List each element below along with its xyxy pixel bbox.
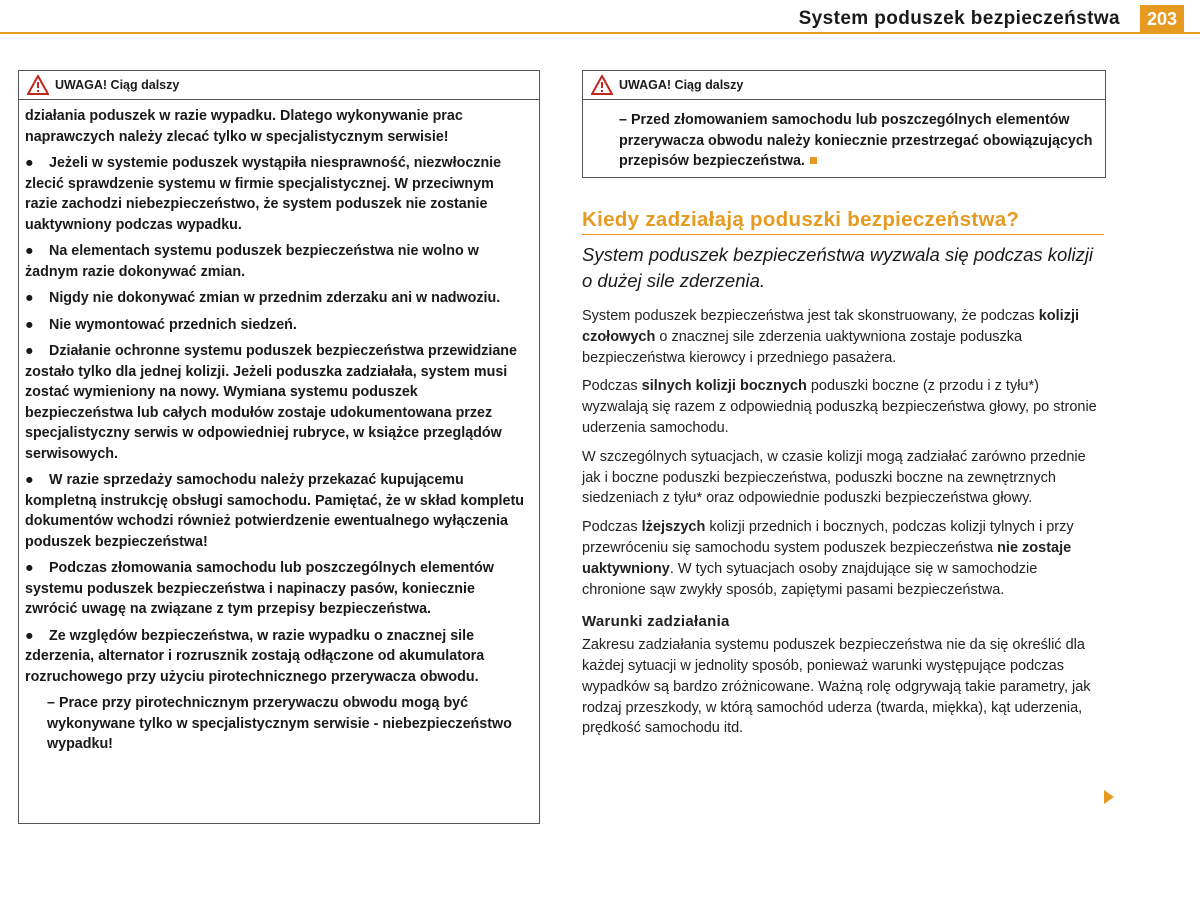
warning-dash-item: – Prace przy pirotechnicznym przerywaczu obwodu mogą być wykonywane tylko w specjalistycznym serwisie - niebezpieczeństwo wypadku! bbox=[47, 695, 512, 752]
warning-box-header bbox=[583, 71, 1105, 100]
warning-bullet: ● Podczas złomowania samochodu lub poszczególnych elementów systemu poduszek bezpieczeństwa i napinaczy pasów, koniecznie zwrócić uwagę na związane z tym przepisy bezpieczeństwa. bbox=[25, 560, 494, 617]
paragraph: W szczególnych sytuacjach, w czasie kolizji mogą zadziałać zarówno przednie jak i boczne poduszki bezpieczeństwa, poduszki boczne na zewnętrznych siedzeniach z tyłu* oraz odpowiednie poduszki bezpieczeństwa głowy. bbox=[582, 448, 1086, 507]
warning-intro: działania poduszek w razie wypadku. Dlatego wykonywanie prac naprawczych należy zlecać tylko w specjalistycznym serwisie! bbox=[25, 108, 463, 145]
paragraph: Podczas lżejszych kolizji przednich i bocznych, podczas kolizji tylnych i przy przewróceniu się samochodu system poduszek bezpieczeństwa nie zostaje uaktywniony. W tych sytuacjach osoby znajdujące się w samochodzie chronione sąw zwykły sposób, zapiętymi pasami bezpieczeństwa. bbox=[582, 519, 1074, 598]
warning-bullet: ● Działanie ochronne systemu poduszek bezpieczeństwa przewidziane zostało tylko dla jednej kolizji. Jeżeli poduszka zadziałała, system musi zostać wymieniony na nowy. Wymiana systemu poduszek bezpieczeństwa lub całych modułów zostaje udokumentowana przez specjalistyczny serwis w odpowiedniej rubryce, w książce przeglądów serwisowych. bbox=[25, 343, 517, 462]
warning-box-left bbox=[18, 70, 540, 824]
end-square-icon bbox=[810, 157, 817, 164]
header-rule bbox=[0, 32, 1200, 34]
section-title: Kiedy zadziałają poduszki bezpieczeństwa? bbox=[582, 208, 1104, 235]
paragraph: Zakresu zadziałania systemu poduszek bezpieczeństwa nie da się określić dla każdej sytuacji w jednolity sposób, ponieważ warunki występujące podczas wypadków są bardzo zróżnicowane. Ważną rolę odgrywają takie parametry, jak rodzaj przeszkody, w którą samochód uderza (twarda, miękka), kąt uderzenia, prędkość samochodu itd. bbox=[582, 637, 1091, 737]
warning-box-body bbox=[19, 100, 539, 755]
warning-box-heading: UWAGA! Ciąg dalszy bbox=[619, 78, 744, 92]
warning-triangle-icon bbox=[27, 75, 49, 95]
page-header-title: System poduszek bezpieczeństwa bbox=[798, 8, 1120, 29]
warning-triangle-icon bbox=[591, 75, 613, 95]
section-body bbox=[582, 306, 1104, 747]
warning-box-right bbox=[582, 70, 1106, 178]
paragraph: System poduszek bezpieczeństwa jest tak skonstruowany, że podczas kolizji czołowych o znacznej sile zderzenia uaktywniona zostaje poduszka bezpieczeństwa kierowcy i przedniego pasażera. bbox=[582, 308, 1080, 366]
warning-bullet: ● Jeżeli w systemie poduszek wystąpiła niesprawność, niezwłocznie zlecić sprawdzenie systemu w firmie specjalistycznej. W przeciwnym razie zachodzi niebezpieczeństwo, że system poduszek nie zostanie uaktywniony podczas wypadku. bbox=[25, 155, 502, 233]
subheading: Warunki zadziałania bbox=[582, 613, 730, 631]
continue-arrow-icon bbox=[1104, 790, 1114, 804]
warning-bullet: ● Ze względów bezpieczeństwa, w razie wypadku o znacznej sile zderzenia, alternator i rozrusznik zostają odłączone od akumulatora rozruchowego przy użyciu pirotechnicznego przerywacza obwodu. bbox=[25, 627, 485, 685]
warning-box-header bbox=[19, 71, 539, 100]
page-number-badge: 203 bbox=[1140, 5, 1184, 33]
paragraph: Podczas silnych kolizji bocznych poduszki boczne (z przodu i z tyłu*) wyzwalają się razem z odpowiednią poduszką bezpieczeństwa głowy, po stronie uderzenia samochodu. bbox=[582, 378, 1097, 436]
warning-bullet: ● W razie sprzedaży samochodu należy przekazać kupującemu kompletną instrukcję obsługi samochodu. Pamiętać, że w skład kompletu dokumentów wchodzi również potwierdzenie ewentualnego wyłączenia poduszek bezpieczeństwa! bbox=[25, 472, 524, 550]
warning-box-heading: UWAGA! Ciąg dalszy bbox=[55, 78, 180, 92]
section-intro: System poduszek bezpieczeństwa wyzwala się podczas kolizji o dużej sile zderzenia. bbox=[582, 244, 1094, 291]
warning-dash-item: – Przed złomowaniem samochodu lub poszczególnych elementów przerywacza obwodu należy koniecznie przestrzegać obowiązujących przepisów bezpieczeństwa. bbox=[619, 112, 1093, 169]
warning-box-body bbox=[583, 100, 1105, 172]
warning-bullet: ● Nigdy nie dokonywać zmian w przednim zderzaku ani w nadwoziu. bbox=[25, 290, 501, 306]
warning-bullet: ● Na elementach systemu poduszek bezpieczeństwa nie wolno w żadnym razie dokonywać zmian. bbox=[25, 243, 479, 280]
warning-bullet: ● Nie wymontować przednich siedzeń. bbox=[25, 316, 297, 333]
